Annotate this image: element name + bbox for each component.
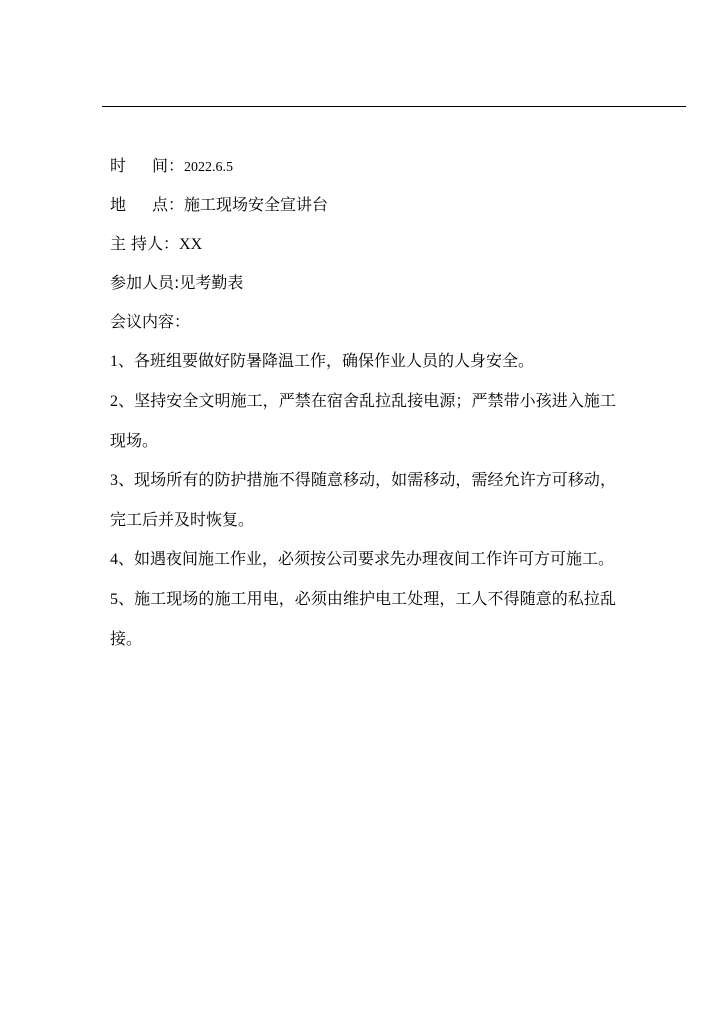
place-label: 地 点：	[110, 195, 185, 214]
host-field	[110, 224, 616, 263]
list-item	[110, 341, 616, 381]
place-field	[110, 185, 616, 224]
content-heading	[110, 302, 616, 341]
header-rule	[102, 106, 686, 107]
attendees-value: 见考勤表	[179, 273, 244, 292]
place-value: 施工现场安全宣讲台	[184, 195, 329, 214]
item-text: 、施工现场的施工用电，必须由维护电工处理，工人不得随意的私拉乱接。	[110, 589, 616, 648]
host-value: XX	[179, 236, 203, 253]
attendees-label: 参加人员:	[110, 273, 180, 292]
item-text: 、坚持安全文明施工，严禁在宿舍乱拉乱接电源；严禁带小孩进入施工现场。	[110, 391, 616, 450]
host-label: 主 持人：	[110, 234, 180, 253]
content-label: 会议内容：	[110, 312, 191, 331]
item-text: 、现场所有的防护措施不得随意移动，如需移动，需经允许方可移动，完工后并及时恢复。	[110, 470, 616, 529]
item-text: 、如遇夜间施工作业，必须按公司要求先办理夜间工作许可方可施工。	[118, 549, 615, 568]
list-item	[110, 579, 616, 658]
list-item	[110, 381, 616, 460]
time-label: 时 间：	[110, 156, 185, 175]
attendees-field	[110, 263, 616, 302]
item-number: 1	[110, 353, 118, 370]
item-number: 2	[110, 393, 118, 410]
list-item	[110, 539, 616, 579]
item-text: 、各班组要做好防暑降温工作，确保作业人员的人身安全。	[118, 351, 535, 370]
item-number: 5	[110, 591, 118, 608]
item-number: 4	[110, 551, 118, 568]
item-number: 3	[110, 472, 118, 489]
time-field	[110, 146, 616, 185]
time-value: 2022.6.5	[184, 160, 234, 175]
list-item	[110, 460, 616, 539]
meeting-minutes	[110, 146, 616, 658]
